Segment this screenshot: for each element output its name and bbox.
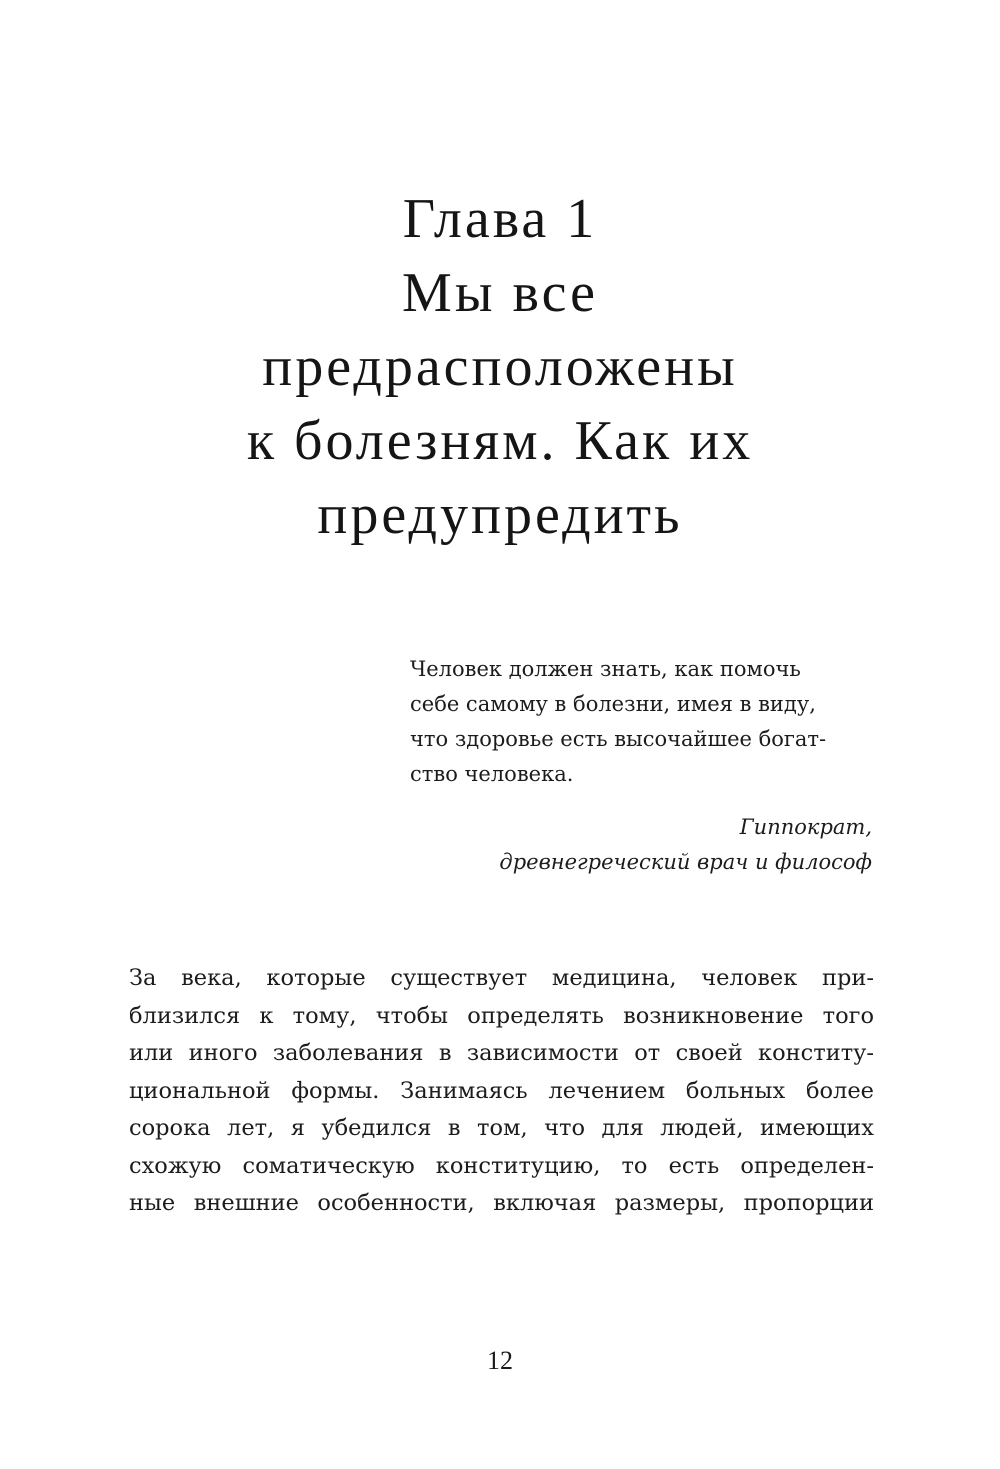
epigraph-line: ство человека. [410,762,574,786]
epigraph-line: себе самому в болезни, имея в виду, [410,692,816,716]
epigraph-line: Человек должен знать, как помочь [410,657,801,681]
chapter-title-line: Мы все [402,262,598,324]
attribution-description: древнегреческий врач и философ [499,850,872,874]
page-number: 12 [487,1346,513,1375]
chapter-title-line: к болезням. Как их [246,410,754,472]
chapter-title-line: предрасположены [262,336,738,398]
body-paragraph [129,960,874,1223]
chapter-title-line: предупредить [317,484,683,546]
body-line: ные внешние особенности, включая размеры, пропорции [129,1190,874,1216]
epigraph-quote [410,652,880,792]
body-line: близился к тому, чтобы определять возникновение того [129,1002,874,1029]
body-line: За века, которые существует медицина, человек при- [129,965,874,991]
epigraph-attribution [410,810,872,880]
attribution-author: Гиппократ, [739,815,872,839]
body-line: сорока лет, я убедился в том, что для людей, имеющих [129,1115,874,1141]
chapter-title [100,182,900,552]
body-line: или иного заболевания в зависимости от своей конститу- [129,1040,874,1066]
epigraph-line: что здоровье есть высочайшее богат- [410,727,827,751]
chapter-title-line: Глава 1 [402,188,598,250]
body-line: схожую соматическую конституцию, то есть определен- [129,1152,874,1179]
body-line: циональной формы. Занимаясь лечением больных более [129,1077,874,1104]
